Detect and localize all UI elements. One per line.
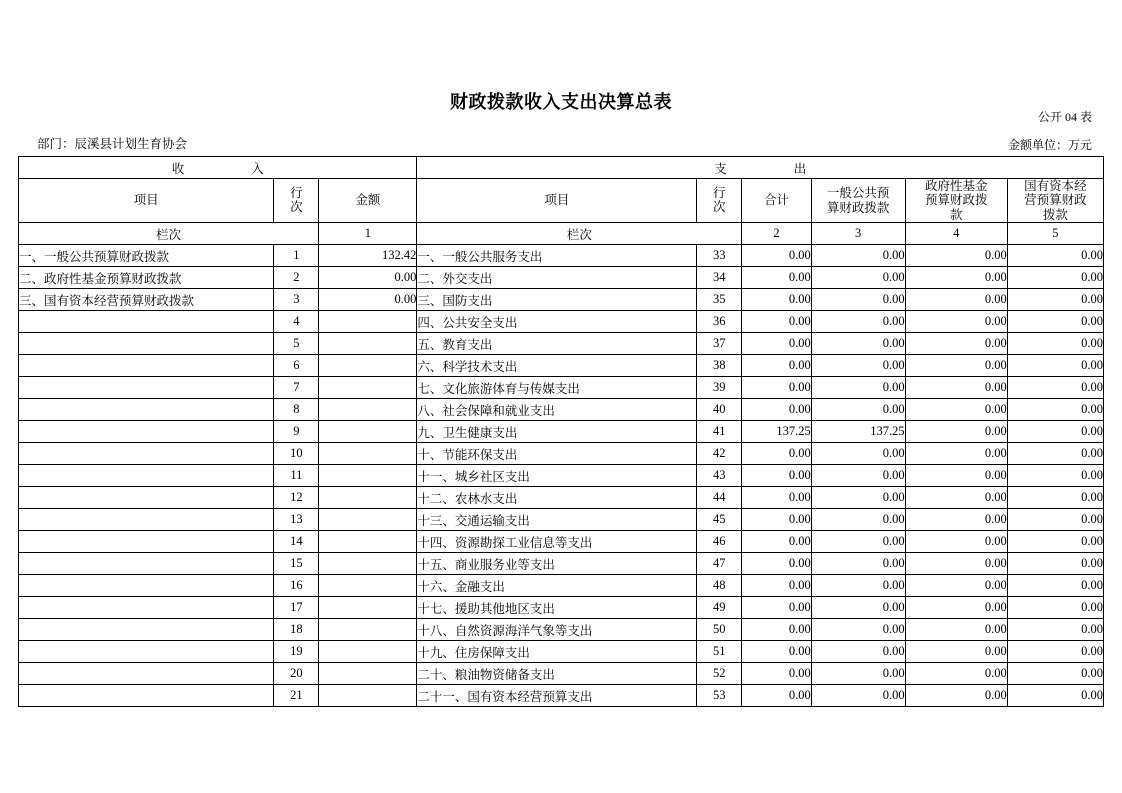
expenditure-gov-fund: 0.00 <box>905 465 1007 487</box>
income-amount <box>319 487 417 509</box>
expenditure-row-no: 45 <box>697 509 742 531</box>
expenditure-item: 一、一般公共服务支出 <box>417 245 697 267</box>
expenditure-row-no: 40 <box>697 399 742 421</box>
expenditure-total: 0.00 <box>742 465 811 487</box>
budget-table <box>18 156 1104 707</box>
expenditure-total: 0.00 <box>742 553 811 575</box>
expenditure-soe-capital: 0.00 <box>1007 465 1103 487</box>
income-row-no: 15 <box>274 553 319 575</box>
income-item <box>19 377 274 399</box>
expenditure-gov-fund: 0.00 <box>905 663 1007 685</box>
table-row <box>19 531 1104 553</box>
amount-unit-label: 金额单位：万元 <box>1007 138 1092 152</box>
expenditure-total: 0.00 <box>742 509 811 531</box>
expenditure-general-public: 0.00 <box>811 663 905 685</box>
expenditure-item: 十五、商业服务业等支出 <box>417 553 697 575</box>
expenditure-total: 0.00 <box>742 619 811 641</box>
income-row-no: 6 <box>274 355 319 377</box>
expenditure-gov-fund: 0.00 <box>905 355 1007 377</box>
expenditure-row-no: 38 <box>697 355 742 377</box>
income-row-no: 8 <box>274 399 319 421</box>
income-amount <box>319 663 417 685</box>
table-row <box>19 355 1104 377</box>
expenditure-soe-capital: 0.00 <box>1007 531 1103 553</box>
expenditure-general-public: 0.00 <box>811 509 905 531</box>
expenditure-soe-capital: 0.00 <box>1007 377 1103 399</box>
income-amount <box>319 575 417 597</box>
expenditure-general-public: 0.00 <box>811 289 905 311</box>
income-row-no: 12 <box>274 487 319 509</box>
expenditure-gov-fund: 0.00 <box>905 553 1007 575</box>
expenditure-gov-fund: 0.00 <box>905 289 1007 311</box>
expenditure-total: 0.00 <box>742 245 811 267</box>
expenditure-gov-fund: 0.00 <box>905 377 1007 399</box>
income-row-no: 19 <box>274 641 319 663</box>
expenditure-total: 0.00 <box>742 267 811 289</box>
income-amount <box>319 377 417 399</box>
expenditure-item: 二、外交支出 <box>417 267 697 289</box>
column-number-row <box>19 223 1104 245</box>
header-income-row-no: 行 次 <box>274 179 319 223</box>
expenditure-row-no: 44 <box>697 487 742 509</box>
expenditure-general-public: 0.00 <box>811 245 905 267</box>
expenditure-soe-capital: 0.00 <box>1007 685 1103 707</box>
expenditure-group-header: 支 出 <box>417 157 1104 179</box>
expenditure-total: 0.00 <box>742 641 811 663</box>
expenditure-item: 十二、农林水支出 <box>417 487 697 509</box>
income-item <box>19 531 274 553</box>
income-amount <box>319 421 417 443</box>
income-item <box>19 399 274 421</box>
expenditure-soe-capital: 0.00 <box>1007 597 1103 619</box>
column-header-row <box>19 179 1104 223</box>
expenditure-total: 0.00 <box>742 399 811 421</box>
expenditure-item: 十九、住房保障支出 <box>417 641 697 663</box>
income-amount: 0.00 <box>319 289 417 311</box>
expenditure-gov-fund: 0.00 <box>905 311 1007 333</box>
expenditure-row-no: 34 <box>697 267 742 289</box>
header-expenditure-item: 项目 <box>417 179 697 223</box>
expenditure-general-public: 0.00 <box>811 377 905 399</box>
income-row-no: 13 <box>274 509 319 531</box>
income-row-no: 9 <box>274 421 319 443</box>
expenditure-gov-fund: 0.00 <box>905 487 1007 509</box>
income-column-label: 栏次 <box>19 223 319 245</box>
table-row <box>19 377 1104 399</box>
expenditure-total: 0.00 <box>742 663 811 685</box>
expenditure-gov-fund: 0.00 <box>905 509 1007 531</box>
expenditure-general-public: 0.00 <box>811 443 905 465</box>
expenditure-general-public: 0.00 <box>811 553 905 575</box>
income-row-no: 18 <box>274 619 319 641</box>
expenditure-gov-fund: 0.00 <box>905 245 1007 267</box>
expenditure-soe-capital: 0.00 <box>1007 619 1103 641</box>
income-row-no: 10 <box>274 443 319 465</box>
expenditure-item: 八、社会保障和就业支出 <box>417 399 697 421</box>
header-total: 合计 <box>742 179 811 223</box>
expenditure-general-public: 0.00 <box>811 355 905 377</box>
income-item <box>19 575 274 597</box>
income-amount <box>319 355 417 377</box>
expenditure-soe-capital: 0.00 <box>1007 575 1103 597</box>
expenditure-soe-capital: 0.00 <box>1007 663 1103 685</box>
income-item <box>19 597 274 619</box>
expenditure-item: 五、教育支出 <box>417 333 697 355</box>
expenditure-soe-capital: 0.00 <box>1007 267 1103 289</box>
table-row <box>19 465 1104 487</box>
expenditure-total: 0.00 <box>742 289 811 311</box>
income-row-no: 20 <box>274 663 319 685</box>
expenditure-total: 0.00 <box>742 597 811 619</box>
group-header-row <box>19 157 1104 179</box>
expenditure-gov-fund: 0.00 <box>905 531 1007 553</box>
income-item <box>19 465 274 487</box>
income-row-no: 16 <box>274 575 319 597</box>
table-row <box>19 399 1104 421</box>
table-row <box>19 245 1104 267</box>
expenditure-gov-fund: 0.00 <box>905 443 1007 465</box>
income-amount <box>319 619 417 641</box>
expenditure-row-no: 46 <box>697 531 742 553</box>
header-income-item: 项目 <box>19 179 274 223</box>
expenditure-general-public: 0.00 <box>811 619 905 641</box>
expenditure-item: 十、节能环保支出 <box>417 443 697 465</box>
table-row <box>19 575 1104 597</box>
income-item <box>19 509 274 531</box>
income-amount <box>319 443 417 465</box>
expenditure-total: 0.00 <box>742 311 811 333</box>
expenditure-soe-capital: 0.00 <box>1007 311 1103 333</box>
expenditure-item: 六、科学技术支出 <box>417 355 697 377</box>
income-amount <box>319 597 417 619</box>
expenditure-soe-capital: 0.00 <box>1007 245 1103 267</box>
header-soe-capital: 国有资本经 营预算财政 拨款 <box>1007 179 1103 223</box>
income-item: 二、政府性基金预算财政拨款 <box>19 267 274 289</box>
income-amount <box>319 641 417 663</box>
income-row-no: 1 <box>274 245 319 267</box>
expenditure-column-number-3: 4 <box>905 223 1007 245</box>
expenditure-item: 十四、资源勘探工业信息等支出 <box>417 531 697 553</box>
expenditure-general-public: 0.00 <box>811 333 905 355</box>
expenditure-row-no: 41 <box>697 421 742 443</box>
table-row <box>19 421 1104 443</box>
expenditure-column-number-1: 2 <box>742 223 811 245</box>
income-amount <box>319 509 417 531</box>
expenditure-item: 十八、自然资源海洋气象等支出 <box>417 619 697 641</box>
expenditure-general-public: 0.00 <box>811 685 905 707</box>
table-row <box>19 333 1104 355</box>
income-item <box>19 355 274 377</box>
expenditure-general-public: 0.00 <box>811 465 905 487</box>
expenditure-gov-fund: 0.00 <box>905 619 1007 641</box>
expenditure-soe-capital: 0.00 <box>1007 399 1103 421</box>
expenditure-gov-fund: 0.00 <box>905 641 1007 663</box>
expenditure-item: 十三、交通运输支出 <box>417 509 697 531</box>
table-row <box>19 487 1104 509</box>
expenditure-soe-capital: 0.00 <box>1007 553 1103 575</box>
expenditure-total: 0.00 <box>742 355 811 377</box>
income-row-no: 17 <box>274 597 319 619</box>
expenditure-item: 十一、城乡社区支出 <box>417 465 697 487</box>
income-column-number-1: 1 <box>319 223 417 245</box>
income-item <box>19 333 274 355</box>
expenditure-general-public: 0.00 <box>811 311 905 333</box>
income-row-no: 11 <box>274 465 319 487</box>
table-row <box>19 267 1104 289</box>
income-amount <box>319 553 417 575</box>
income-item <box>19 619 274 641</box>
income-item: 三、国有资本经营预算财政拨款 <box>19 289 274 311</box>
income-item: 一、一般公共预算财政拨款 <box>19 245 274 267</box>
expenditure-column-number-2: 3 <box>811 223 905 245</box>
expenditure-row-no: 37 <box>697 333 742 355</box>
expenditure-gov-fund: 0.00 <box>905 575 1007 597</box>
income-row-no: 4 <box>274 311 319 333</box>
income-amount: 0.00 <box>319 267 417 289</box>
expenditure-item: 二十、粮油物资储备支出 <box>417 663 697 685</box>
expenditure-column-label: 栏次 <box>417 223 742 245</box>
expenditure-row-no: 42 <box>697 443 742 465</box>
income-row-no: 21 <box>274 685 319 707</box>
expenditure-row-no: 43 <box>697 465 742 487</box>
expenditure-column-number-4: 5 <box>1007 223 1103 245</box>
expenditure-soe-capital: 0.00 <box>1007 487 1103 509</box>
income-amount <box>319 531 417 553</box>
income-row-no: 5 <box>274 333 319 355</box>
expenditure-total: 0.00 <box>742 531 811 553</box>
expenditure-item: 十七、援助其他地区支出 <box>417 597 697 619</box>
income-amount <box>319 685 417 707</box>
income-item <box>19 311 274 333</box>
table-row <box>19 641 1104 663</box>
table-row <box>19 289 1104 311</box>
income-amount <box>319 399 417 421</box>
expenditure-row-no: 49 <box>697 597 742 619</box>
expenditure-gov-fund: 0.00 <box>905 597 1007 619</box>
expenditure-gov-fund: 0.00 <box>905 333 1007 355</box>
expenditure-total: 137.25 <box>742 421 811 443</box>
expenditure-row-no: 52 <box>697 663 742 685</box>
expenditure-item: 九、卫生健康支出 <box>417 421 697 443</box>
expenditure-total: 0.00 <box>742 575 811 597</box>
expenditure-total: 0.00 <box>742 685 811 707</box>
expenditure-row-no: 50 <box>697 619 742 641</box>
expenditure-item: 七、文化旅游体育与传媒支出 <box>417 377 697 399</box>
table-row <box>19 663 1104 685</box>
expenditure-general-public: 0.00 <box>811 597 905 619</box>
expenditure-gov-fund: 0.00 <box>905 421 1007 443</box>
header-expenditure-row-no: 行 次 <box>697 179 742 223</box>
department-label: 部门：辰溪县计划生育协会 <box>37 137 188 151</box>
expenditure-row-no: 39 <box>697 377 742 399</box>
table-row <box>19 443 1104 465</box>
expenditure-row-no: 51 <box>697 641 742 663</box>
expenditure-general-public: 0.00 <box>811 487 905 509</box>
expenditure-row-no: 35 <box>697 289 742 311</box>
expenditure-item: 三、国防支出 <box>417 289 697 311</box>
expenditure-row-no: 53 <box>697 685 742 707</box>
income-item <box>19 663 274 685</box>
expenditure-item: 十六、金融支出 <box>417 575 697 597</box>
table-row <box>19 553 1104 575</box>
income-item <box>19 641 274 663</box>
expenditure-general-public: 0.00 <box>811 575 905 597</box>
expenditure-row-no: 48 <box>697 575 742 597</box>
expenditure-soe-capital: 0.00 <box>1007 641 1103 663</box>
expenditure-total: 0.00 <box>742 333 811 355</box>
expenditure-total: 0.00 <box>742 487 811 509</box>
table-row <box>19 597 1104 619</box>
expenditure-general-public: 0.00 <box>811 399 905 421</box>
income-group-header: 收 入 <box>19 157 417 179</box>
expenditure-soe-capital: 0.00 <box>1007 509 1103 531</box>
income-row-no: 7 <box>274 377 319 399</box>
table-row <box>19 619 1104 641</box>
expenditure-soe-capital: 0.00 <box>1007 289 1103 311</box>
income-item <box>19 421 274 443</box>
expenditure-row-no: 36 <box>697 311 742 333</box>
expenditure-general-public: 0.00 <box>811 531 905 553</box>
expenditure-item: 四、公共安全支出 <box>417 311 697 333</box>
income-row-no: 3 <box>274 289 319 311</box>
form-number: 公开 04 表 <box>1037 110 1092 124</box>
expenditure-gov-fund: 0.00 <box>905 399 1007 421</box>
table-row <box>19 311 1104 333</box>
income-amount <box>319 333 417 355</box>
table-row <box>19 685 1104 707</box>
expenditure-soe-capital: 0.00 <box>1007 443 1103 465</box>
expenditure-row-no: 33 <box>697 245 742 267</box>
expenditure-gov-fund: 0.00 <box>905 685 1007 707</box>
expenditure-row-no: 47 <box>697 553 742 575</box>
expenditure-general-public: 0.00 <box>811 267 905 289</box>
income-item <box>19 487 274 509</box>
expenditure-soe-capital: 0.00 <box>1007 355 1103 377</box>
expenditure-general-public: 137.25 <box>811 421 905 443</box>
expenditure-item: 二十一、国有资本经营预算支出 <box>417 685 697 707</box>
expenditure-general-public: 0.00 <box>811 641 905 663</box>
expenditure-total: 0.00 <box>742 377 811 399</box>
income-item <box>19 443 274 465</box>
expenditure-soe-capital: 0.00 <box>1007 333 1103 355</box>
expenditure-total: 0.00 <box>742 443 811 465</box>
expenditure-gov-fund: 0.00 <box>905 267 1007 289</box>
page-title: 财政拨款收入支出决算总表 <box>450 92 672 112</box>
header-general-public: 一般公共预 算财政拨款 <box>811 179 905 223</box>
header-income-amount: 金额 <box>319 179 417 223</box>
income-row-no: 2 <box>274 267 319 289</box>
header-gov-fund: 政府性基金 预算财政拨 款 <box>905 179 1007 223</box>
expenditure-soe-capital: 0.00 <box>1007 421 1103 443</box>
table-body <box>19 157 1104 707</box>
table-row <box>19 509 1104 531</box>
income-item <box>19 553 274 575</box>
income-row-no: 14 <box>274 531 319 553</box>
income-amount <box>319 311 417 333</box>
income-amount <box>319 465 417 487</box>
income-amount: 132.42 <box>319 245 417 267</box>
income-item <box>19 685 274 707</box>
